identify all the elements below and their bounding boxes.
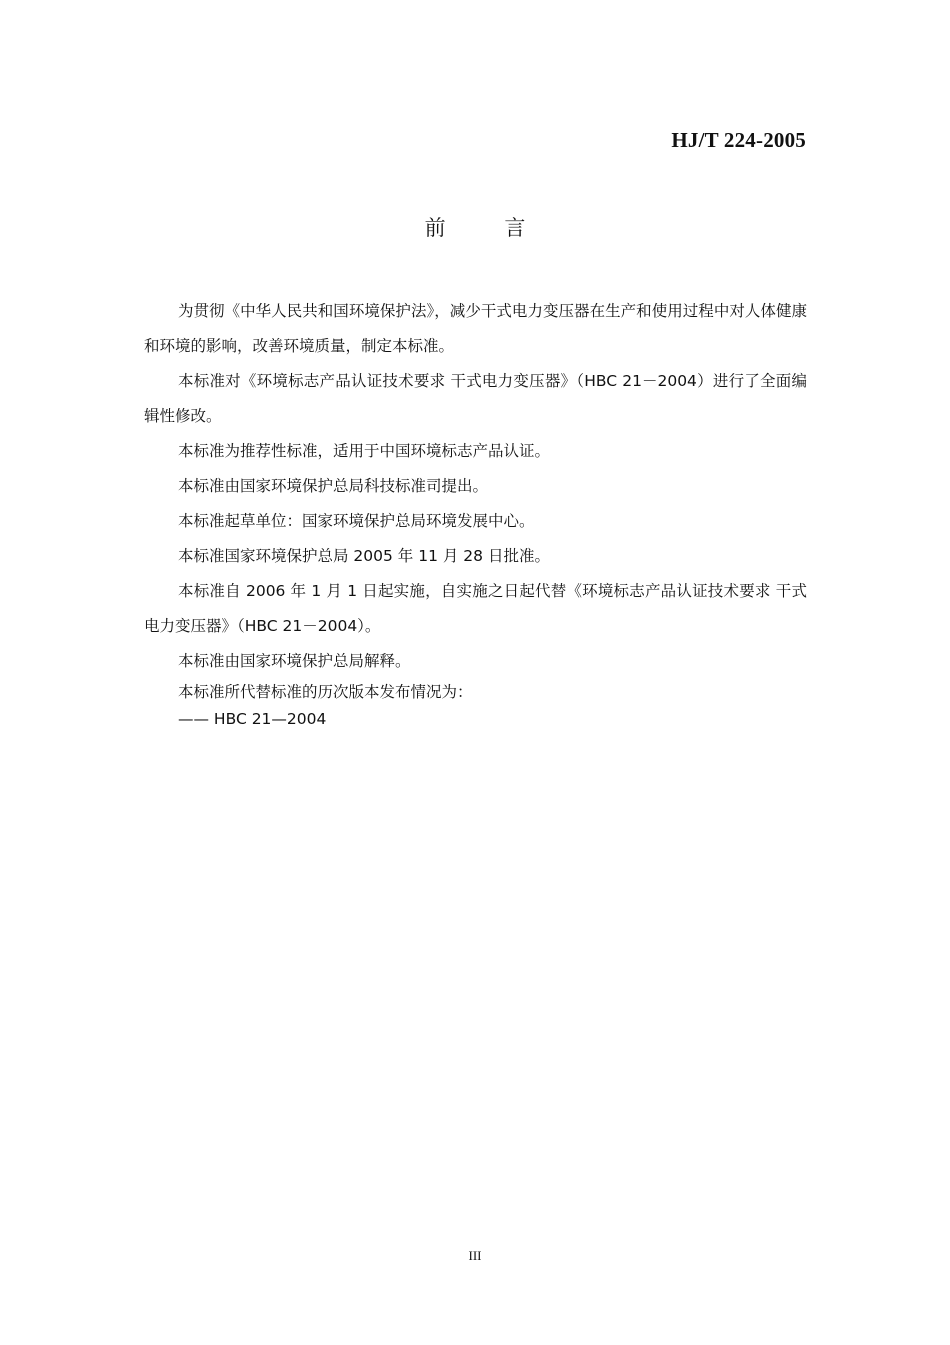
paragraph-purpose: 为贯彻《中华人民共和国环境保护法》，减少干式电力变压器在生产和使用过程中对人体健康和环境的影响，改善环境质量，制定本标准。 (144, 302, 807, 355)
paragraph-proposer: 本标准由国家环境保护总局科技标准司提出。 (178, 477, 489, 495)
paragraph-drafting-unit: 本标准起草单位：国家环境保护总局环境发展中心。 (178, 512, 535, 530)
page-number: III (468, 1248, 482, 1263)
paragraph-interpretation: 本标准由国家环境保护总局解释。 (178, 652, 411, 670)
paragraph-effective-date: 本标准自 2006 年 1 月 1 日起实施，自实施之日起代替《环境标志产品认证技术要求 干式电力变压器》（HBC 21－2004）。 (144, 582, 807, 635)
paragraph-revision: 本标准对《环境标志产品认证技术要求 干式电力变压器》（HBC 21－2004）进行了全面编辑性修改。 (144, 372, 807, 425)
foreword-body (144, 294, 807, 733)
paragraph-approval: 本标准国家环境保护总局 2005 年 11 月 28 日批准。 (178, 547, 550, 565)
page-title: 前 言 (424, 216, 552, 240)
paragraph-scope: 本标准为推荐性标准，适用于中国环境标志产品认证。 (178, 442, 551, 460)
paragraph-history-item: —— HBC 21—2004 (178, 710, 327, 728)
paragraph-history-intro: 本标准所代替标准的历次版本发布情况为： (178, 683, 473, 701)
document-code: HJ/T 224-2005 (671, 128, 806, 152)
